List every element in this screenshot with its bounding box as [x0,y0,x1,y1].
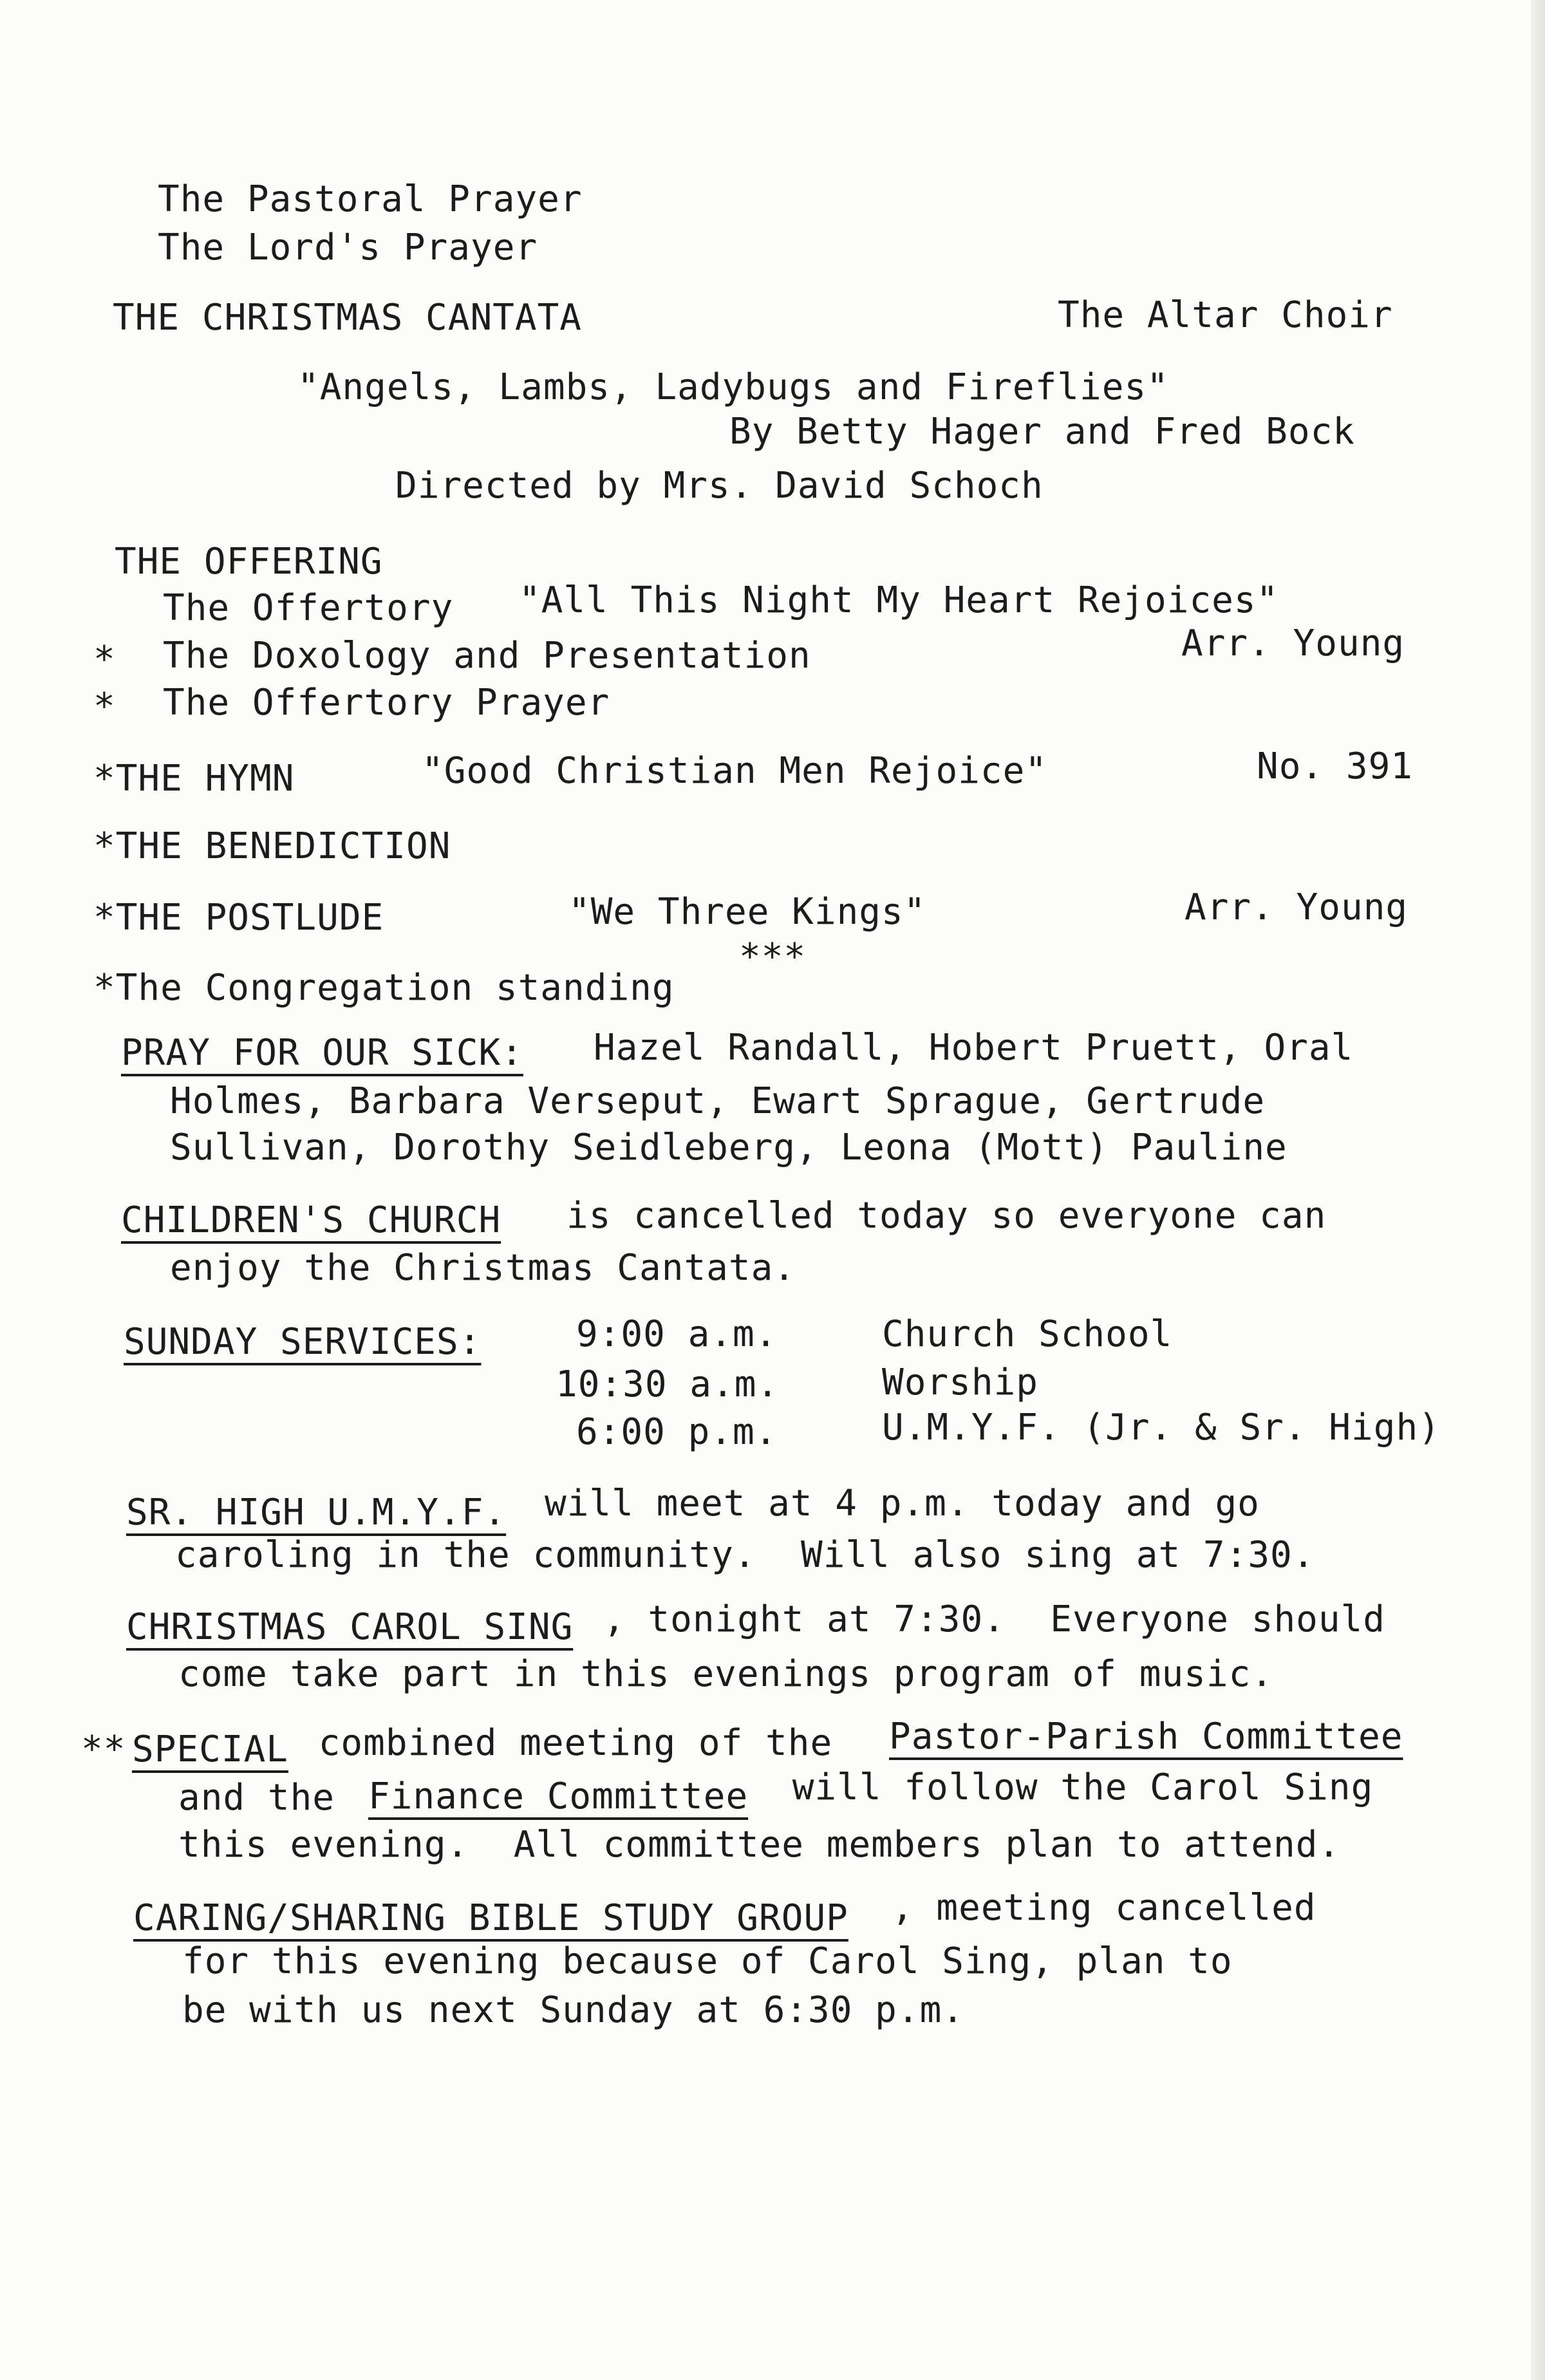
doxology-marker: * [93,639,116,680]
special-text-1: combined meeting of the [296,1722,855,1764]
lords-prayer: The Lord's Prayer [158,227,538,268]
page-edge-shadow [1531,0,1545,2380]
special-line-3: this evening. All committee members plan to attend. [178,1824,1341,1866]
hymn-label: *THE HYMN [93,758,295,800]
postlude-label: *THE POSTLUDE [93,897,384,939]
cantata-title: THE CHRISTMAS CANTATA [113,297,583,339]
sick-label: PRAY FOR OUR SICK: [121,1032,523,1074]
umyf-line-2: caroling in the community. Will also sing at 7:30. [175,1534,1315,1576]
umyf-line-1: will meet at 4 p.m. today and go [545,1483,1260,1524]
bible-study-line-1: , meeting cancelled [892,1887,1316,1929]
cantata-work: "Angels, Lambs, Ladybugs and Fireflies" [297,366,1169,408]
special-text-3: will follow the Carol Sing [770,1766,1374,1808]
carol-sing-line-2: come take part in this evenings program of music. [178,1653,1274,1695]
service-time-2: 10:30 a.m. [556,1363,780,1405]
hymn-title: "Good Christian Men Rejoice" [422,750,1048,792]
finance-committee: Finance Committee [368,1776,749,1817]
childrens-church-line-1: is cancelled today so everyone can [566,1195,1327,1237]
doxology: The Doxology and Presentation [163,635,811,677]
offertory-prayer: The Offertory Prayer [163,682,610,724]
offering-title: THE OFFERING [115,541,383,583]
bible-study-line-3: be with us next Sunday at 6:30 p.m. [182,1989,965,2031]
offertory-piece: "All This Night My Heart Rejoices" [519,579,1279,621]
service-name-2: Worship [882,1362,1039,1403]
service-name-1: Church School [882,1313,1173,1355]
service-time-3: 6:00 p.m. [576,1411,778,1453]
postlude-arranger: Arr. Young [1184,886,1409,928]
offertory-prayer-marker: * [93,686,116,727]
standing-note: *The Congregation standing [93,967,675,1009]
umyf-label: SR. HIGH U.M.Y.F. [126,1492,507,1533]
cantata-performer: The Altar Choir [1058,294,1393,336]
special-label: SPECIAL [132,1729,289,1770]
special-text-2: and the [178,1777,357,1819]
sick-line-3: Sullivan, Dorothy Seidleberg, Leona (Mott) Pauline [170,1127,1288,1168]
carol-sing-label: CHRISTMAS CAROL SING [126,1606,574,1648]
special-prefix: ** [81,1729,126,1770]
separator: *** [739,936,807,978]
offertory-label: The Offertory [163,587,454,629]
bible-study-label: CARING/SHARING BIBLE STUDY GROUP [133,1897,848,1939]
bible-study-line-2: for this evening because of Carol Sing, plan to [182,1940,1233,1982]
service-name-3: U.M.Y.F. (Jr. & Sr. High) [882,1407,1441,1448]
pastor-parish-committee: Pastor-Parish Committee [889,1716,1403,1757]
service-time-1: 9:00 a.m. [576,1313,778,1355]
cantata-authors: By Betty Hager and Fred Bock [729,411,1356,453]
childrens-church-line-2: enjoy the Christmas Cantata. [170,1247,796,1289]
benediction: *THE BENEDICTION [93,825,451,867]
postlude-title: "We Three Kings" [568,891,926,933]
hymn-number: No. 391 [1257,745,1414,787]
cantata-director: Directed by Mrs. David Schoch [395,465,1044,507]
doxology-arranger: Arr. Young [1181,623,1405,664]
pastoral-prayer: The Pastoral Prayer [158,178,583,220]
sick-line-1: Hazel Randall, Hobert Pruett, Oral [594,1027,1354,1069]
sunday-services-label: SUNDAY SERVICES: [124,1321,482,1363]
carol-sing-line-1: , tonight at 7:30. Everyone should [603,1598,1386,1640]
childrens-church-label: CHILDREN'S CHURCH [121,1199,501,1241]
sick-line-2: Holmes, Barbara Verseput, Ewart Sprague, Gertrude [170,1080,1266,1122]
